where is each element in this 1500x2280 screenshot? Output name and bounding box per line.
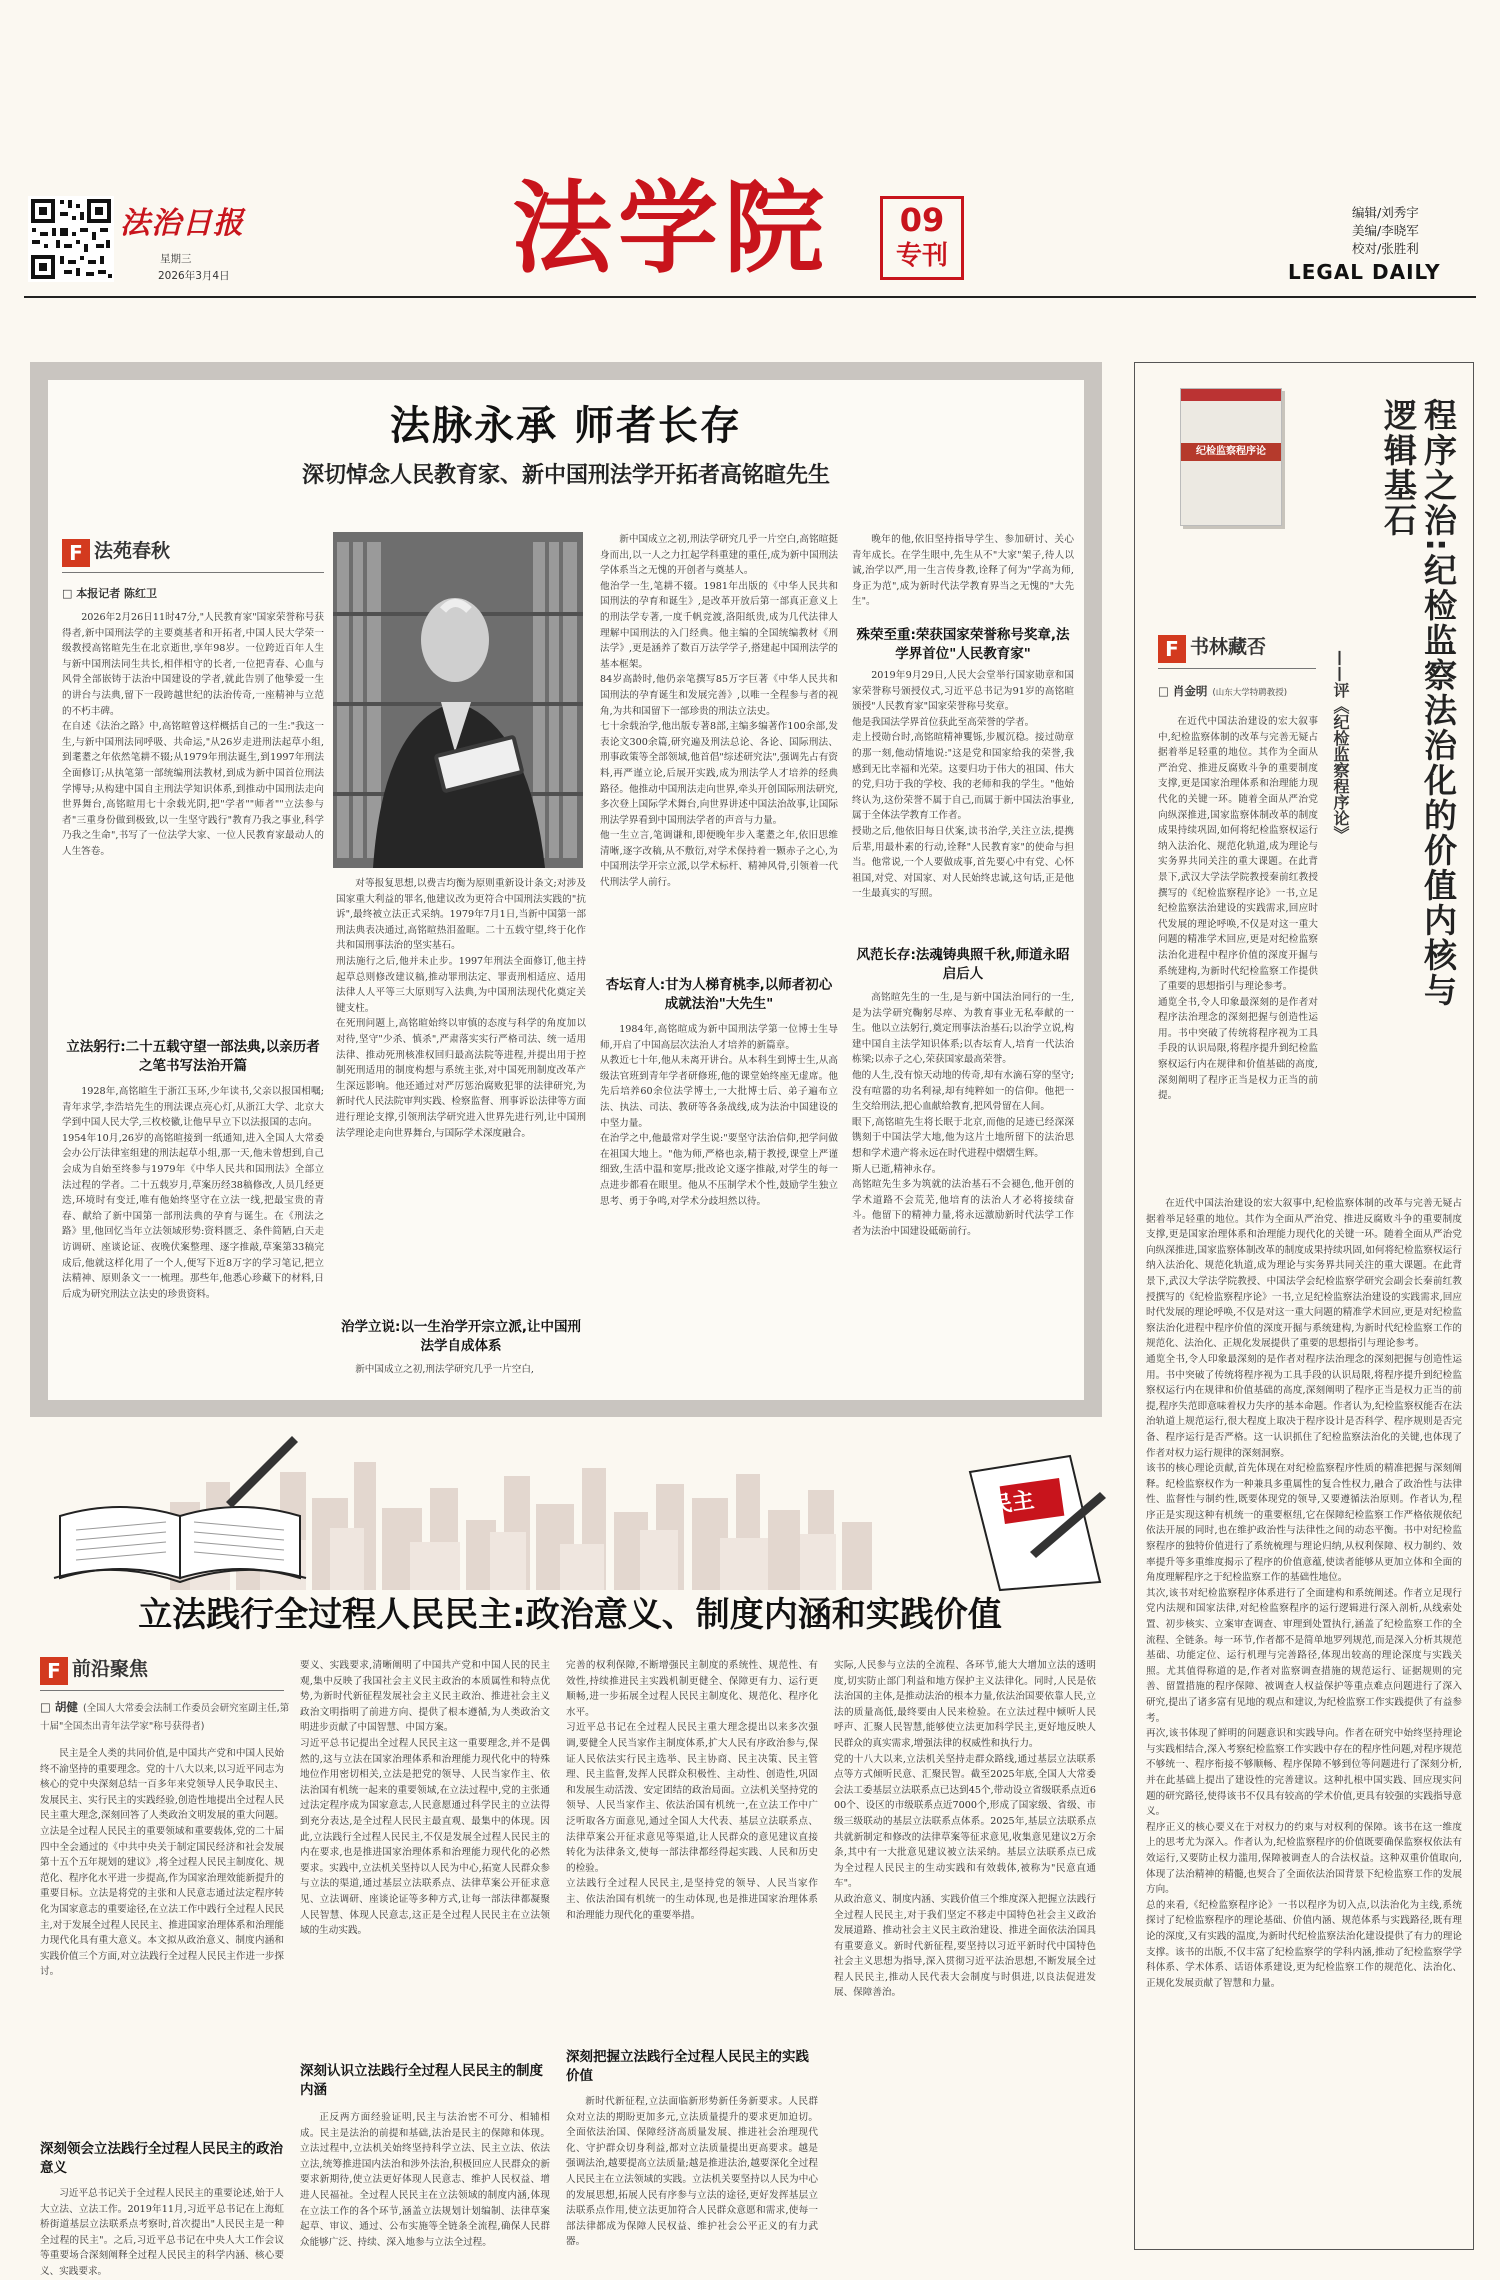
lower-col2-body: 要义、实践要求,清晰阐明了中国共产党和中国人民的民主观,集中反映了我国社会主义民主政治的本质属性和特点优势,为新时代新征程发展社会主义民主政治、推进社会主义政治文明指明了前进方向、提供了根本遵循,为人类政治文明进步贡献了中国智慧、中国方案。 习近平总书记提出全过程人民民主这一重要理念,并不是偶然的,这与立法在国家治理体系和治理能力现代化中的特殊地位作用密切相关,立法是把党的领导、人民当家作主、依法治国有机统一起来的重要领域,在立法过程中,党的主张通过法定程序成为国家意志,人民意愿通过科学民主的立法得到充分表达,是全过程人民民主最直观、最集中的体现。因此,立法践行全过程人民民主,不仅是发展全过程人民民主的内在要求,也是推进国家治理体系和治理能力现代化的必然要求。实践中,立法机关坚持以人民为中心,拓宽人民群众参与立法的渠道,通过基层立法联系点、法律草案公开征求意见、立法调研、座谈论证等多种方式,让每一部法律都凝聚人民智慧、体现人民意志,这正是全过程人民民主在立法领域的生动实践。 (300, 1660, 550, 1937)
feature-col2-subheading: 治学立说:以一生治学开宗立派,让中国刑法学自成体系 (340, 1319, 582, 1354)
qr-code-icon (28, 196, 114, 282)
page-number: 09 (899, 201, 945, 239)
book-review-title-text: 程序之治:纪检监察法治化的价值内核与逻辑基石 (1379, 398, 1458, 1009)
column-logo-icon: F (40, 1657, 68, 1685)
feature-col4-top: 晚年的他,依旧坚持指导学生、参加研讨、关心青年成长。在学生眼中,先生从不"大家"架子,待人以诚,治学以严,用一生言传身教,诠释了何为"学高为师,身正为范",成为新时代法学教育界当之无愧的"大先生"。 (852, 534, 1074, 608)
issue-date: 2026年3月4日 (158, 270, 230, 282)
feature-col2-top: 对等报复思想,以费吉均衡为原则重新设计条文;对涉及国家重大利益的罪名,他建议改为更符合中国刑法实践的"抗诉",最终被立法正式采纳。1979年7月1日,当新中国第一部刑法典表决通过,高铭暄热泪盈眶。二十五载守望,终于化作共和国刑事法治的坚实基石。 刑法施行之后,他并未止步。1997年刑法全面修订,他主持起草总则修改建议稿,推动罪刑法定、罪责刑相适应、适用法律人人平等三大原则写入法典,为中国刑法现代化奠定关键支柱。 在死刑问题上,高铭暄始终以审慎的态度与科学的角度加以对待,坚守"少杀、慎杀",严肃落实实行严格司法、统一适用法律、推动死刑核准权回归最高法院等进程,并提出用于控制死刑适用的制度构想与系统主张,对中国死刑制度改革产生深远影响。他还通过对严厉惩治腐败犯罪的法律研究,为新时代人民法院审判实践、检察监督、刑事诉讼法律等方面进行理论支撑,引领刑法学研究进入世界先进行列,让中国刑法学理论走向世界舞台,与国际学术深度融合。 (336, 878, 586, 1139)
lower-article-title: 立法践行全过程人民民主:政治意义、制度内涵和实践价值 (138, 1595, 1002, 1635)
english-name: LEGAL DAILY (1288, 260, 1441, 284)
feature-col3-body: 新中国成立之初,刑法学研究几乎一片空白,高铭暄挺身而出,以一人之力扛起学科重建的重任,成为新中国刑法学体系当之无愧的开创者与奠基人。 他治学一生,笔耕不辍。1981年出版的《中华人民共和国刑法的孕育和诞生》,是改革开放后第一部真正意义上的刑法学专著,一度千帆竞渡,洛阳纸贵,成为几代法律人理解中国刑法的入门经典。他主编的全国统编教材《刑法学》,更是涵养了数百万法学学子,搭建起中国刑法学的基本框架。 84岁高龄时,他仍亲笔撰写85万字巨著《中华人民共和国刑法的孕育诞生和发展完善》,以唯一全程参与者的视角,为共和国留下一部珍贵的刑法立法史。 七十余载治学,他出版专著8部,主编多编著作100余部,发表论文300余篇,研究遍及刑法总论、各论、国际刑法、刑事政策等全部领域,他首倡"综述研究法",强调先占有资料,再严谨立论,后展开实践,成为刑法学人才培养的经典路径。他推动中国刑法走向世界,牵头开创国际刑法研究,多次登上国际学术舞台,向世界讲述中国法治故事,让国际刑法学界看到中国刑法学者的声音与力量。 他一生立言,笔调谦和,即便晚年步入耄耋之年,依旧思维清晰,逐字改稿,从不敷衍,对学术保持着一颗赤子之心,为中国刑法学开宗立派,以学术标杆、精神风骨,引领着一代代刑法学人前行。 (600, 534, 838, 889)
book-review-byline (1158, 680, 1318, 699)
feature-byline: □ 本报记者 陈红卫 (62, 587, 158, 600)
feature-col1-body: 1928年,高铭暄生于浙江玉环,少年读书,父亲以报国相嘱;青年求学,李浩培先生的刑法课点亮心灯,从浙江大学、北京大学到中国人民大学,三枚校徽,让他早早立下以法报国的志向。 1954年10月,26岁的高铭暄接到一纸通知,进入全国人大常委会办公厅法律室组建的刑法起草小组,那一天,他未曾想到,自己会成为自始至终参与1979年《中华人民共和国刑法》全部立法过程的学者。二十五载岁月,草案历经38稿修改,人员几经更迭,环境时有变迁,唯有他始终坚守在立法一线,把最宝贵的青春、献给了新中国第一部刑法典的孕育与诞生。在《刑法之路》里,他回忆当年立法领域形势:资料匮乏、条件简陋,白天走访调研、座谈论证、夜晚伏案整理、逐字推敲,草案第33稿完成后,他就这样化用了一个人,便写下近8万字的学习笔记,把立法精神、原则条文一一梳理。那些年,他悉心珍藏下的材料,日后成为研究刑法立法史的珍贵资料。 (62, 1086, 324, 1300)
illustration-word: 民主 (988, 1488, 1036, 1519)
page-type: 专刊 (895, 241, 948, 271)
feature-column-label (62, 536, 170, 567)
feature-col4-body2: 高铭暄先生的一生,是与新中国法治同行的一生,是为法学研究鞠躬尽瘁、为教育事业无私奉献的一生。他以立法躬行,奠定刑事法治基石;以治学立说,构建中国自主法学知识体系;以杏坛育人,培育一代法治栋梁;以赤子之心,荣获国家最高荣誉。 他的人生,没有惊天动地的传奇,却有水滴石穿的坚守;没有喧嚣的功名利禄,却有纯粹如一的信仰。他把一生交给刑法,把心血献给教育,把风骨留在人间。 眼下,高铭暄先生将长眠于北京,而他的足迹已经深深镌刻于中国法学大地,他为这片土地所留下的法治思想和学术遗产将永远在时代进程中熠熠生辉。 斯人已逝,精神永存。 高铭暄先生多为筑就的法治基石不会褪色,他开创的学术道路不会荒芜,他培育的法治人才必将接续奋斗。他留下的精神力量,将永远激励新时代法学工作者为法治中国建设砥砺前行。 (852, 992, 1074, 1237)
lower-column-label (40, 1654, 148, 1685)
lower-author: □ 胡健 (40, 1700, 78, 1714)
feature-col3-subheading: 杏坛育人:甘为人梯育桃李,以师者初心成就法治"大先生" (605, 977, 833, 1012)
designer-credit: 美编/李晓军 (1352, 223, 1419, 238)
feature-col3-body2: 1984年,高铭暄成为新中国刑法学第一位博士生导师,开启了中国高层次法治人才培养的新篇章。 从教近七十年,他从未离开讲台。从本科生到博士生,从高级法官班到青年学者研修班,他的课堂始终座无虚席。他先后培养60余位法学博士,一大批博士后、弟子遍布立法、执法、司法、教研等各条战线,成为法治中国建设的中坚力量。 在治学之中,他最常对学生说:"要坚守法治信仰,把学问做在祖国大地上。"他为师,严格也亲,精于教授,课堂上严谨细致,生活中温和宽厚;批改论文逐字推敲,对学生的每一点进步都看在眼里。他从不压制学术个性,鼓励学生独立思考、勇于争鸣,对学术分歧坦然以待。 (600, 1024, 838, 1207)
column-logo-icon: F (1158, 635, 1186, 663)
lower-col3-body2: 新时代新征程,立法面临新形势新任务新要求。人民群众对立法的期盼更加多元,立法质量提升的要求更加迫切。全面依法治国、保障经济高质量发展、推进社会治理现代化、守护群众切身利益,都对立法质量提出更高要求。越是强调法治,越要提高立法质量;越是推进法治,越要深化全过程人民民主在立法领域的实践。立法机关要坚持以人民为中心的发展思想,拓展人民有序参与立法的途径,更好发挥基层立法联系点作用,使立法更加符合人民群众意愿和需求,使每一部法律都成为保障人民权益、维护社会公平正义的有力武器。 (566, 2096, 818, 2248)
lower-col3-body: 完善的权利保障,不断增强民主制度的系统性、规范性、有效性,持续推进民主实践机制更健全、保障更有力、运行更顺畅,进一步拓展全过程人民民主制度化、规范化、程序化水平。 习近平总书记在全过程人民民主重大理念提出以来多次强调,要健全人民当家作主制度体系,扩大人民有序政治参与,保证人民依法实行民主选举、民主协商、民主决策、民主管理、民主监督,发挥人民群众积极性、主动性、创造性,巩固和发展生动活泼、安定团结的政治局面。立法机关坚持党的领导、人民当家作主、依法治国有机统一,在立法工作中广泛听取各方面意见,通过全国人大代表、基层立法联系点、法律草案公开征求意见等渠道,让人民群众的意见建议直接转化为法律条文,使每一部法律都经得起实践、人民和历史的检验。 立法践行全过程人民民主,是坚持党的领导、人民当家作主、依法治国有机统一的生动体现,也是推进国家治理体系和治理能力现代化的重要举措。 (566, 1660, 818, 1921)
book-review-subtitle-text: ——评《纪检监察程序论》 (1331, 650, 1350, 842)
feature-column-name: 法苑春秋 (94, 540, 171, 562)
feature-col1-intro: 2026年2月26日11时47分,"人民教育家"国家荣誉称号获得者,新中国刑法学的主要奠基者和开拓者,中国人民大学荣一级教授高铭暄先生在北京逝世,享年98岁。一位跨近百年人生与新中国刑法同生共长,相伴相守的长者,一位把青春、心血与风骨全部嵌铸于法治中国建设的学者,就此告别了他挚爱一生的讲台与法典,留下一段跨越世纪的法治传奇,一座精神与立范的不朽丰碑。 在自述《法治之路》中,高铭暄曾这样概括自己的一生:"我这一生,与新中国刑法同呼吸、共命运,"从26岁走进刑法起草小组,到耄耋之年依然笔耕不辍;从1979年刑法诞生,到1997年刑法全面修订;从执笔第一部统编刑法教材,到成为新中国首位刑法学博导;从构建中国自主刑法学知识体系,到推动中国刑法走向世界舞台,高铭暄用七十余载光阴,把"学者""师者""立法参与者"三重身份做到极致,以一生坚守践行"教育乃我之事业,科学乃我之生命",书写了一位法学大家、一位人民教育家最动人的人生答卷。 (62, 612, 324, 857)
editor-credit: 编辑/刘秀宇 (1352, 205, 1419, 220)
book-review-column-name: 书林藏否 (1190, 636, 1267, 658)
lower-column-rule (40, 1690, 284, 1691)
lower-col1-subheading: 深刻领会立法践行全过程人民民主的政治意义 (40, 2141, 283, 2176)
lower-col4-body: 实际,人民参与立法的全流程、各环节,能大大增加立法的透明度,切实防止部门利益和地方保护主义法律化。同时,人民是依法治国的主体,是推动法治的根本力量,依法治国要依靠人民,立法的质量高低,最终要由人民来检验。在立法过程中倾听人民呼声、汇聚人民智慧,能够使立法更加科学民主,更好地反映人民群众的真实需求,增强法律的权威性和执行力。 党的十八大以来,立法机关坚持走群众路线,通过基层立法联系点等方式倾听民意、汇聚民智。截至2025年底,全国人大常委会法工委基层立法联系点已达到45个,带动设立省级联系点近600个、设区的市级联系点近7000个,形成了国家级、省级、市级三级联动的基层立法联系点体系。2025年,基层立法联系点共就新制定和修改的法律草案等征求意见,收集意见建议2万余条,其中有一大批意见建议被立法采纳。基层立法联系点已成为全过程人民民主的生动实践和有效载体,被称为"民意直通车"。 从政治意义、制度内涵、实践价值三个维度深入把握立法践行全过程人民民主,对于我们坚定不移走中国特色社会主义政治发展道路、推动社会主义民主政治建设、推进全面依法治国具有重要意义。新时代新征程,要坚持以习近平新时代中国特色社会主义思想为指导,深入贯彻习近平法治思想,不断发展全过程人民民主,推动人民代表大会制度与时俱进,以良法促进发展、保障善治。 (834, 1660, 1096, 1999)
feature-title: 法脉永承 师者长存 (390, 402, 742, 449)
proofreader-credit: 校对/张胜利 (1352, 241, 1419, 256)
illustration-banner (30, 1432, 1110, 1590)
lower-author-note: (全国人大常委会法制工作委员会研究室副主任,第十届"全国杰出青年法学家"称号获得者) (40, 1703, 290, 1732)
feature-col4-subheading: 殊荣至重:荣获国家荣誉称号奖章,法学界首位"人民教育家" (856, 627, 1070, 662)
feature-col2-body-end: 新中国成立之初,刑法学研究几乎一片空白, (355, 1364, 534, 1375)
masthead-rule (24, 296, 1476, 298)
column-logo-icon: F (62, 539, 90, 567)
feature-subtitle: 深切悼念人民教育家、新中国刑法学开拓者高铭暄先生 (301, 463, 830, 488)
book-review-column-rule (1158, 668, 1316, 669)
section-title: 法学院 (512, 170, 830, 287)
lower-col2-subheading: 深刻认识立法践行全过程人民民主的制度内涵 (300, 2063, 543, 2098)
book-review-author: □ 肖金明 (1158, 684, 1208, 698)
paper-name: 法治日报 (120, 206, 244, 241)
lower-col1-body2: 习近平总书记关于全过程人民民主的重要论述,始于人大立法、立法工作。2019年11月,习近平总书记在上海虹桥街道基层立法联系点考察时,首次提出"人民民主是一种全过程的民主"。之后,习近平总书记在中央人大工作会议等重要场合深刻阐释全过程人民民主的科学内涵、核心要义、实践要求。 (40, 2188, 284, 2277)
weekday: 星期三 (160, 253, 192, 265)
lower-col2-body2: 正反两方面经验证明,民主与法治密不可分、相辅相成。民主是法治的前提和基础,法治是民主的保障和体现。立法过程中,立法机关始终坚持科学立法、民主立法、依法立法,统筹推进国内法治和涉外法治,积极回应人民群众的新要求新期待,使立法更好体现人民意志、维护人民权益、增进人民福祉。全过程人民民主在立法领域的制度内涵,体现在立法工作的各个环节,涵盖立法规划计划编制、法律草案起草、审议、通过、公布实施等全链条全流程,确保人民群众能够广泛、持续、深入地参与立法全过程。 (300, 2112, 550, 2248)
masthead (0, 0, 1500, 310)
book-review-body: 在近代中国法治建设的宏大叙事中,纪检监察体制的改革与完善无疑占据着举足轻重的地位。其作为全面从严治党、推进反腐败斗争的重要制度支撑,更是国家治理体系和治理能力现代化的关键一环。随着全面从严治党向纵深推进,国家监察体制改革的制度成果持续巩固,如何将纪检监察权运行纳入法治化、规范化轨道,成为理论与实务界共同关注的重大课题。在此背景下,武汉大学法学院教授、中国法学会纪检监察学研究会副会长秦前红教授撰写的《纪检监察程序论》一书,立足纪检监察法治建设的实践需求,回应时代发展的理论呼唤,不仅是对这一重大问题的精准学术回应,更是对纪检监察法治化进程中程序价值的深度开掘与系统建构,为新时代纪检监察工作的规范化、法治化、正规化发展提供了重要的思想指引与理论参考。 通览全书,令人印象最深刻的是作者对程序法治理念的深刻把握与创造性运用。书中突破了传统将程序视为工具手段的认识局限,将程序提升到纪检监察权运行内在规律和价值基础的高度,深刻阐明了程序正当是权力正当的前提,程序失范即意味着权力失序的基本命题。作者认为,纪检监察权能否在法治轨道上规范运行,很大程度上取决于程序设计是否科学、程序规则是否完备、程序运行是否严格。这一认识抓住了纪检监察法治化的关键,也体现了作者对权力运行规律的深刻洞察。 该书的核心理论贡献,首先体现在对纪检监察程序性质的精准把握与深刻阐释。纪检监察权作为一种兼具多重属性的复合性权力,融合了政治性与法律性、监督性与制约性,既要体现党的领导,又要遵循法治原则。作者认为,程序正是实现这种有机统一的重要枢纽,它在保障纪检监察工作严格依规依纪依法开展的同时,也在维护政治性与法律性之间的动态平衡。书中对纪检监察程序的独特价值进行了系统梳理与理论归纳,从权利保障、权力制约、效率提升等多重维度揭示了程序的价值意蕴,使读者能够从更加立体和全面的角度理解程序之于纪检监察工作的基础性地位。 其次,该书对纪检监察程序体系进行了全面建构和系统阐述。作者立足现行党内法规和国家法律,对纪检监察程序的运行逻辑进行深入剖析,从线索处置、初步核实、立案审查调查、审理到处置执行,涵盖了纪检监察工作的全流程、全链条。每一环节,作者都不是简单地罗列规范,而是深入分析其规范基础、功能定位、运行机理与完善路径,体现出较高的理论深度与实践关照。尤其值得称道的是,作者对监察调查措施的规范运行、证据规则的完善、留置措施的程序保障、被调查人权益保护等重点难点问题进行了深入研究,提出了诸多富有见地的观点和建议,为纪检监察工作实践提供了有益参考。 再次,该书体现了鲜明的问题意识和实践导向。作者在研究中始终坚持理论与实践相结合,深入考察纪检监察工作实践中存在的程序性问题,对程序规范不够统一、程序衔接不够顺畅、程序保障不够到位等问题进行了深刻分析,并在此基础上提出了建设性的完善建议。这种扎根中国实践、回应现实问题的研究路径,使得该书不仅具有较高的学术价值,更具有较强的实践指导意义。 程序正义的核心要义在于对权力的约束与对权利的保障。该书在这一维度上的思考尤为深入。作者认为,纪检监察程序的价值既要确保监察权依法有效运行,又要防止权力滥用,保障被调查人的合法权益。这种双重价值取向,体现了法治精神的精髓,也契合了全面依法治国背景下纪检监察工作的发展方向。 总的来看,《纪检监察程序论》一书以程序为切入点,以法治化为主线,系统探讨了纪检监察程序的理论基础、价值内涵、规范体系与实践路径,既有理论的深度,又有实践的温度,为新时代纪检监察法治化建设提供了有力的理论支撑。该书的出版,不仅丰富了纪检监察学的学科内涵,推动了纪检监察学学科体系、学术体系、话语体系建设,更为纪检监察工作的规范化、法治化、正规化发展贡献了智慧和力量。 (1146, 1198, 1462, 1989)
feature-column-rule (62, 572, 324, 573)
lower-col1-body: 民主是全人类的共同价值,是中国共产党和中国人民始终不渝坚持的重要理念。党的十八大以来,以习近平同志为核心的党中央深刻总结一百多年来党领导人民争取民主、发展民主、实行民主的实践经验,创造性地提出全过程人民民主重大理念,深刻回答了人类政治文明发展的重大问题。立法是全过程人民民主的重要领域和重要载体,党的二十届四中全会通过的《中共中央关于制定国民经济和社会发展第十五个五年规划的建议》,将全过程人民民主制度化、规范化、程序化水平进一步提高,作为国家治理效能新提升的重要目标。立法是将党的主张和人民意志通过法定程序转化为国家意志的重要途径,在立法工作中践行全过程人民民主,对于发展全过程人民民主、推进国家治理体系和治理能力现代化具有重大意义。本文拟从政治意义、制度内涵和实践价值三个方面,对立法践行全过程人民民主作进一步探讨。 (40, 1748, 284, 1978)
lower-byline (40, 1698, 290, 1734)
book-cover (1180, 388, 1282, 526)
book-cover-title: 纪检监察程序论 (1181, 443, 1281, 461)
book-review-title (1378, 398, 1458, 1018)
book-review-body-top: 在近代中国法治建设的宏大叙事中,纪检监察体制的改革与完善无疑占据着举足轻重的地位。其作为全面从严治党、推进反腐败斗争的重要制度支撑,更是国家治理体系和治理能力现代化的关键一环。随着全面从严治党向纵深推进,国家监察体制改革的制度成果持续巩固,如何将纪检监察权运行纳入法治化、规范化轨道,成为理论与实务界共同关注的重大课题。在此背景下,武汉大学法学院教授秦前红教授撰写的《纪检监察程序论》一书,立足纪检监察法治建设的实践需求,回应时代发展的理论呼唤,不仅是对这一重大问题的精准学术回应,更是对纪检监察法治化进程中程序价值的深度开掘与系统建构,为新时代纪检监察工作提供了重要的思想指引与理论参考。 通览全书,令人印象最深刻的是作者对程序法治理念的深刻把握与创造性运用。书中突破了传统将程序视为工具手段的认识局限,将程序提升到纪检监察权运行内在规律和价值基础的高度,深刻阐明了程序正当是权力正当的前提。 (1158, 716, 1318, 1102)
page-number-badge (880, 196, 964, 280)
book-cover-bar (1181, 389, 1281, 401)
lower-column-name: 前沿聚焦 (72, 1658, 149, 1680)
portrait-photo (333, 532, 583, 868)
lower-col3-subheading: 深刻把握立法践行全过程人民民主的实践价值 (566, 2049, 809, 2084)
feature-col4-body1: 2019年9月29日,人民大会堂举行国家勋章和国家荣誉称号颁授仪式,习近平总书记为91岁的高铭暄颁授"人民教育家"国家荣誉称号奖章。 他是我国法学界首位获此至高荣誉的学者。 走上授勋台时,高铭暄精神矍铄,步履沉稳。接过勋章的那一刻,他动情地说:"这是党和国家给我的荣誉,我感到无比幸福和光荣。这要归功于伟大的祖国、伟大的党,归功于我的学校、我的老师和我的学生。"他始终认为,这份荣誉不属于自己,而属于新中国法治事业,属于全体法学教育工作者。 授勋之后,他依旧每日伏案,读书治学,关注立法,提携后辈,用最朴素的行动,诠释"人民教育家"的使命与担当。他常说,一个人要做成事,首先要心中有党、心怀祖国,对党、对国家、对人民始终忠诚,这句话,正是他一生最真实的写照。 (852, 670, 1074, 900)
feature-col1-subheading: 立法躬行:二十五载守望一部法典,以亲历者之笔书写法治开篇 (66, 1039, 320, 1074)
feature-col4-subheading-2: 风范长存:法魂铸典照千秋,师道永昭启后人 (856, 947, 1070, 982)
book-review-column-label (1158, 632, 1266, 663)
book-review-author-note: (山东大学特聘教授) (1212, 688, 1288, 698)
book-review-subtitle (1330, 650, 1358, 880)
